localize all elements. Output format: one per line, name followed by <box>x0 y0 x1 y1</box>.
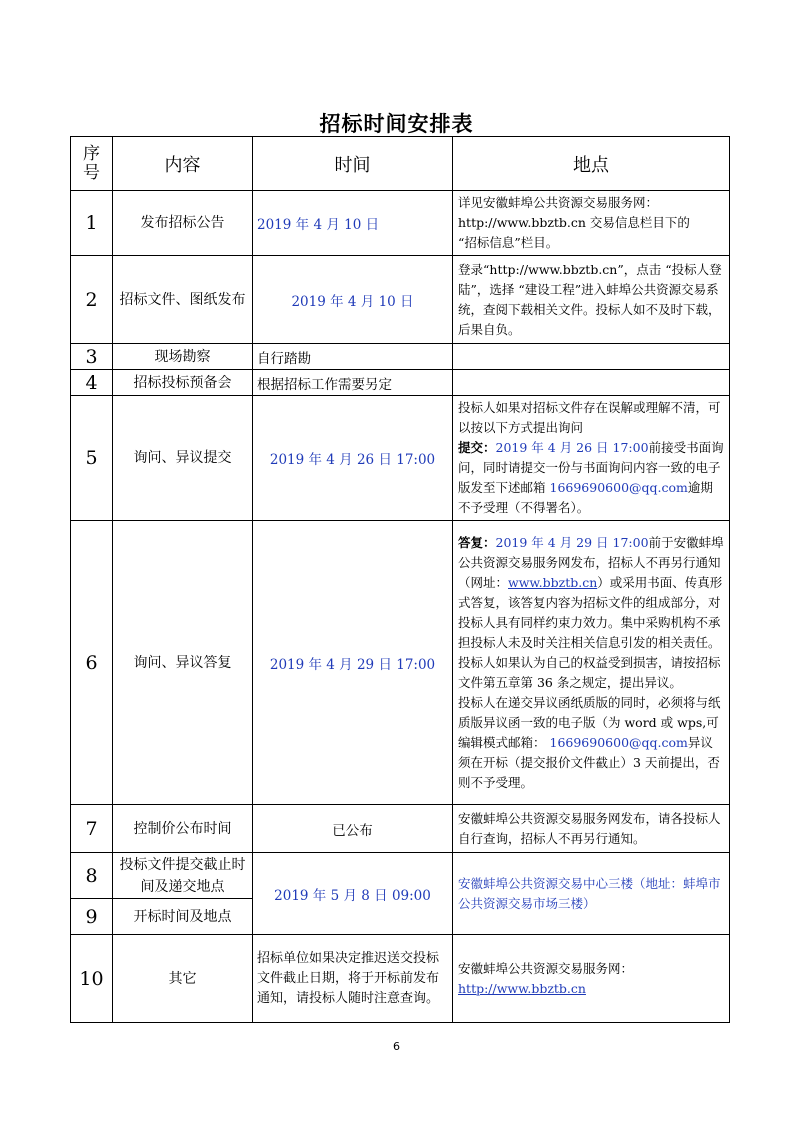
row-number: 6 <box>71 521 113 805</box>
row-time: 根据招标工作需要另定 <box>253 370 453 396</box>
row-number: 3 <box>71 344 113 370</box>
row-content: 询问、异议答复 <box>113 521 253 805</box>
row-time: 2019 年 5 月 8 日 09:00 <box>253 853 453 935</box>
row-time: 2019 年 4 月 29 日 17:00 <box>253 521 453 805</box>
row-time: 已公布 <box>253 805 453 853</box>
row-number: 4 <box>71 370 113 396</box>
row-location: 安徽蚌埠公共资源交易服务网发布，请各投标人自行查询，招标人不再另行通知。 <box>453 805 730 853</box>
website-link[interactable]: http://www.bbztb.cn <box>458 980 586 996</box>
row-time: 2019 年 4 月 26 日 17:00 <box>253 396 453 521</box>
row-content: 开标时间及地点 <box>113 899 253 935</box>
row-time: 自行踏勘 <box>253 344 453 370</box>
row-time: 2019 年 4 月 10 日 <box>253 191 453 256</box>
row-number: 5 <box>71 396 113 521</box>
row-content: 其它 <box>113 935 253 1023</box>
header-content: 内容 <box>113 137 253 191</box>
row-content: 招标投标预备会 <box>113 370 253 396</box>
row-content: 招标文件、图纸发布 <box>113 256 253 344</box>
header-seq: 序 号 <box>71 137 113 191</box>
table-row <box>71 191 730 256</box>
schedule-table <box>70 136 730 1023</box>
table-row <box>71 344 730 370</box>
row-location: 详见安徽蚌埠公共资源交易服务网： http://www.bbztb.cn 交易信息栏目下的 “招标信息”栏目。 <box>453 191 730 256</box>
row-number: 2 <box>71 256 113 344</box>
page-number: 6 <box>393 1040 400 1053</box>
row-number: 7 <box>71 805 113 853</box>
row-location: 安徽蚌埠公共资源交易服务网： http://www.bbztb.cn <box>453 935 730 1023</box>
table-row <box>71 853 730 899</box>
row-content: 询问、异议提交 <box>113 396 253 521</box>
table-row <box>71 370 730 396</box>
website-link[interactable]: www.bbztb.cn <box>508 574 598 590</box>
row-location: 投标人如果对招标文件存在误解或理解不清，可以按以下方式提出询问 提交：2019 年 4 月 26 日 17:00前接受书面询问，同时请提交一份与书面询问内容一致的电子版发至下述邮箱 1669690600@qq.com逾期不予受理（不得署名）。 <box>453 396 730 521</box>
row-location <box>453 344 730 370</box>
row-location: 登录“http://www.bbztb.cn”，点击 “投标人登陆”，选择 “建设工程”进入蚌埠公共资源交易系统，查阅下载相关文件。投标人如不及时下载，后果自负。 <box>453 256 730 344</box>
row-time: 招标单位如果决定推迟送交投标文件截止日期，将于开标前发布通知，请投标人随时注意查询。 <box>253 935 453 1023</box>
row-number: 9 <box>71 899 113 935</box>
page-title: 招标时间安排表 <box>319 112 474 136</box>
table-row <box>71 256 730 344</box>
table-row <box>71 935 730 1023</box>
row-content: 发布招标公告 <box>113 191 253 256</box>
header-location: 地点 <box>453 137 730 191</box>
row-content: 控制价公布时间 <box>113 805 253 853</box>
table-row <box>71 521 730 805</box>
row-location: 答复：2019 年 4 月 29 日 17:00前于安徽蚌埠公共资源交易服务网发布，招标人不再另行通知（网址：www.bbztb.cn）或采用书面、传真形式答复，该答复内容为招标文件的组成部分，对投标人具有同样约束力效力。集中采购机构不承担投标人未及时关注相关信息引发的相关责任。 投标人如果认为自己的权益受到损害，请按招标文件第五章第 36 条之规定，提出异议。 投标人在递交异议函纸质版的同时，必须将与纸质版异议函一致的电子版（为 word 或 wps,可编辑模式邮箱： 1669690600@qq.com异议须在开标（提交报价文件截止）3 天前提出，否则不予受理。 <box>453 521 730 805</box>
row-number: 1 <box>71 191 113 256</box>
table-row <box>71 805 730 853</box>
row-content: 投标文件提交截止时间及递交地点 <box>113 853 253 899</box>
row-time: 2019 年 4 月 10 日 <box>253 256 453 344</box>
row-location: 安徽蚌埠公共资源交易中心三楼（地址：蚌埠市公共资源交易市场三楼） <box>453 853 730 935</box>
row-number: 10 <box>71 935 113 1023</box>
row-location <box>453 370 730 396</box>
row-number: 8 <box>71 853 113 899</box>
header-row <box>71 137 730 191</box>
header-time: 时间 <box>253 137 453 191</box>
table-row <box>71 396 730 521</box>
row-content: 现场勘察 <box>113 344 253 370</box>
